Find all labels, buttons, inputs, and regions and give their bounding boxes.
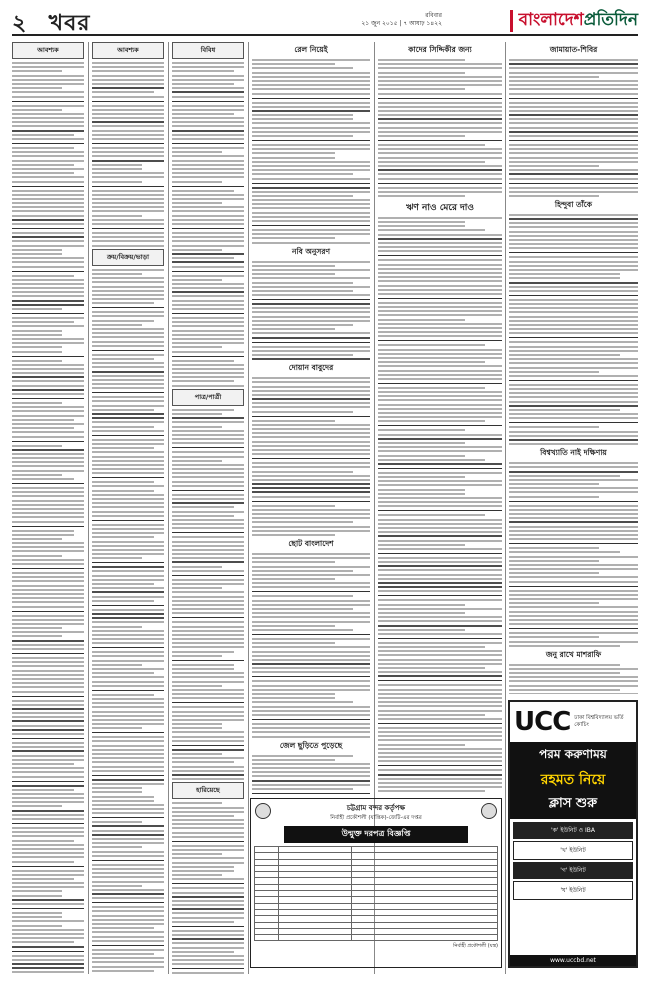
classified-text [92,269,164,974]
article-text [509,214,638,445]
tender-title: উন্মুক্ত দরপত্র বিজ্ঞপ্তি [284,826,468,843]
ucc-line-3: ক্লাস শুরু [548,796,598,811]
ucc-advertisement [508,700,638,968]
table-cell [255,935,279,941]
column-rule [88,42,89,974]
news-column-right [509,42,638,694]
date: ২১ জুন ২০১৫ | ৭ আষাঢ় ১৪২২ [361,20,442,27]
table-row [255,935,498,941]
article-text [378,217,502,794]
column-subheading: ক্রয়/বিক্রয়/ভাড়া [92,249,164,266]
page-header [12,8,638,36]
article-text [509,664,638,694]
news-column-mid [378,42,502,794]
headline: ঋণ নাও মেরে দাও [405,202,475,213]
headline: নবি অনুসরণ [292,246,330,256]
emblem-icon [255,803,271,819]
paper-name [519,7,638,35]
headline: বিশ্বখ্যাতি নাই দক্ষিণায় [540,448,607,458]
article-text [252,377,370,536]
paper-name-2: প্রতিদিন [583,10,638,30]
tender-signature: নির্বাহী প্রকৌশলী (যন্ত্র) [453,943,498,950]
tender-notice [250,798,502,968]
ucc-banner [510,742,636,819]
classified-text [172,62,244,387]
ucc-units [510,819,636,905]
article-text [252,59,370,244]
classified-text [172,409,244,780]
ucc-unit: 'ক' ইউনিট ও IBA [513,822,633,839]
column-rule [505,42,506,974]
classified-text [92,62,164,247]
headline: কাদের সিদ্দিকীর জন্য [408,45,472,54]
classified-column-2 [92,42,164,974]
weekday: রবিবার [425,12,442,19]
headline: জনু রাখে মাশরাফি [545,649,602,659]
ucc-unit: 'ঘ' ইউনিট [513,881,633,900]
date-line [342,12,442,28]
news-column-left [252,42,370,794]
ucc-line-2: রহমত নিয়ে [540,772,606,788]
headline: জামায়াত-শিবির [549,45,598,54]
headline: রেল নিয়েই [294,45,328,54]
ucc-line-1: পরম করুণাময় [539,747,607,761]
ucc-logo: UCC [514,707,571,737]
article-text [509,462,638,647]
column-heading: আবশ্যক [12,42,84,59]
classified-text [12,62,84,974]
masthead-bar [510,10,513,32]
article-text [509,59,638,197]
emblem-icon [481,803,497,819]
headline: জেল ছুড়িতে পুড়েছে [279,740,343,750]
ucc-unit: 'গ' ইউনিট [513,862,633,879]
headline: হিন্দুবা তাঁকে [554,199,593,209]
tender-org: চট্টগ্রাম বন্দর কর্তৃপক্ষ [346,804,406,812]
ucc-tagline: ঢাকা বিশ্ববিদ্যালয় ভর্তি কোচিং [574,715,624,728]
ucc-unit: 'খ' ইউনিট [513,841,633,860]
ucc-header [510,702,636,742]
column-subheading: হারিয়েছে [172,782,244,799]
column-rule [248,42,249,974]
headline: ছোট বাংলাদেশ [288,538,334,548]
column-subheading: পাত্র/পাত্রী [172,389,244,406]
table-cell [352,935,498,941]
column-heading: বিবিধ [172,42,244,59]
page-number [12,6,90,43]
masthead [510,8,638,34]
tender-sub: নির্বাহী প্রকৌশলী (যান্ত্রিক)-জেটি-এর দপ্তর [330,815,422,821]
classified-column-3 [172,42,244,974]
section-title: খবর [48,10,91,36]
article-text [252,261,370,361]
tender-table [254,846,498,941]
article-text [252,755,370,795]
article-text [378,59,502,197]
headline: দোয়ান বাবুদের [288,363,334,373]
table-cell [279,935,352,941]
classified-column-1 [12,42,84,974]
page-number-value: ২ [12,10,28,36]
column-rule [168,42,169,974]
paper-name-1: বাংলাদেশ [518,10,584,30]
ucc-website[interactable]: www.uccbd.net [510,955,636,966]
classified-text [172,802,244,974]
article-text [252,553,370,738]
column-heading: আবশ্যক [92,42,164,59]
